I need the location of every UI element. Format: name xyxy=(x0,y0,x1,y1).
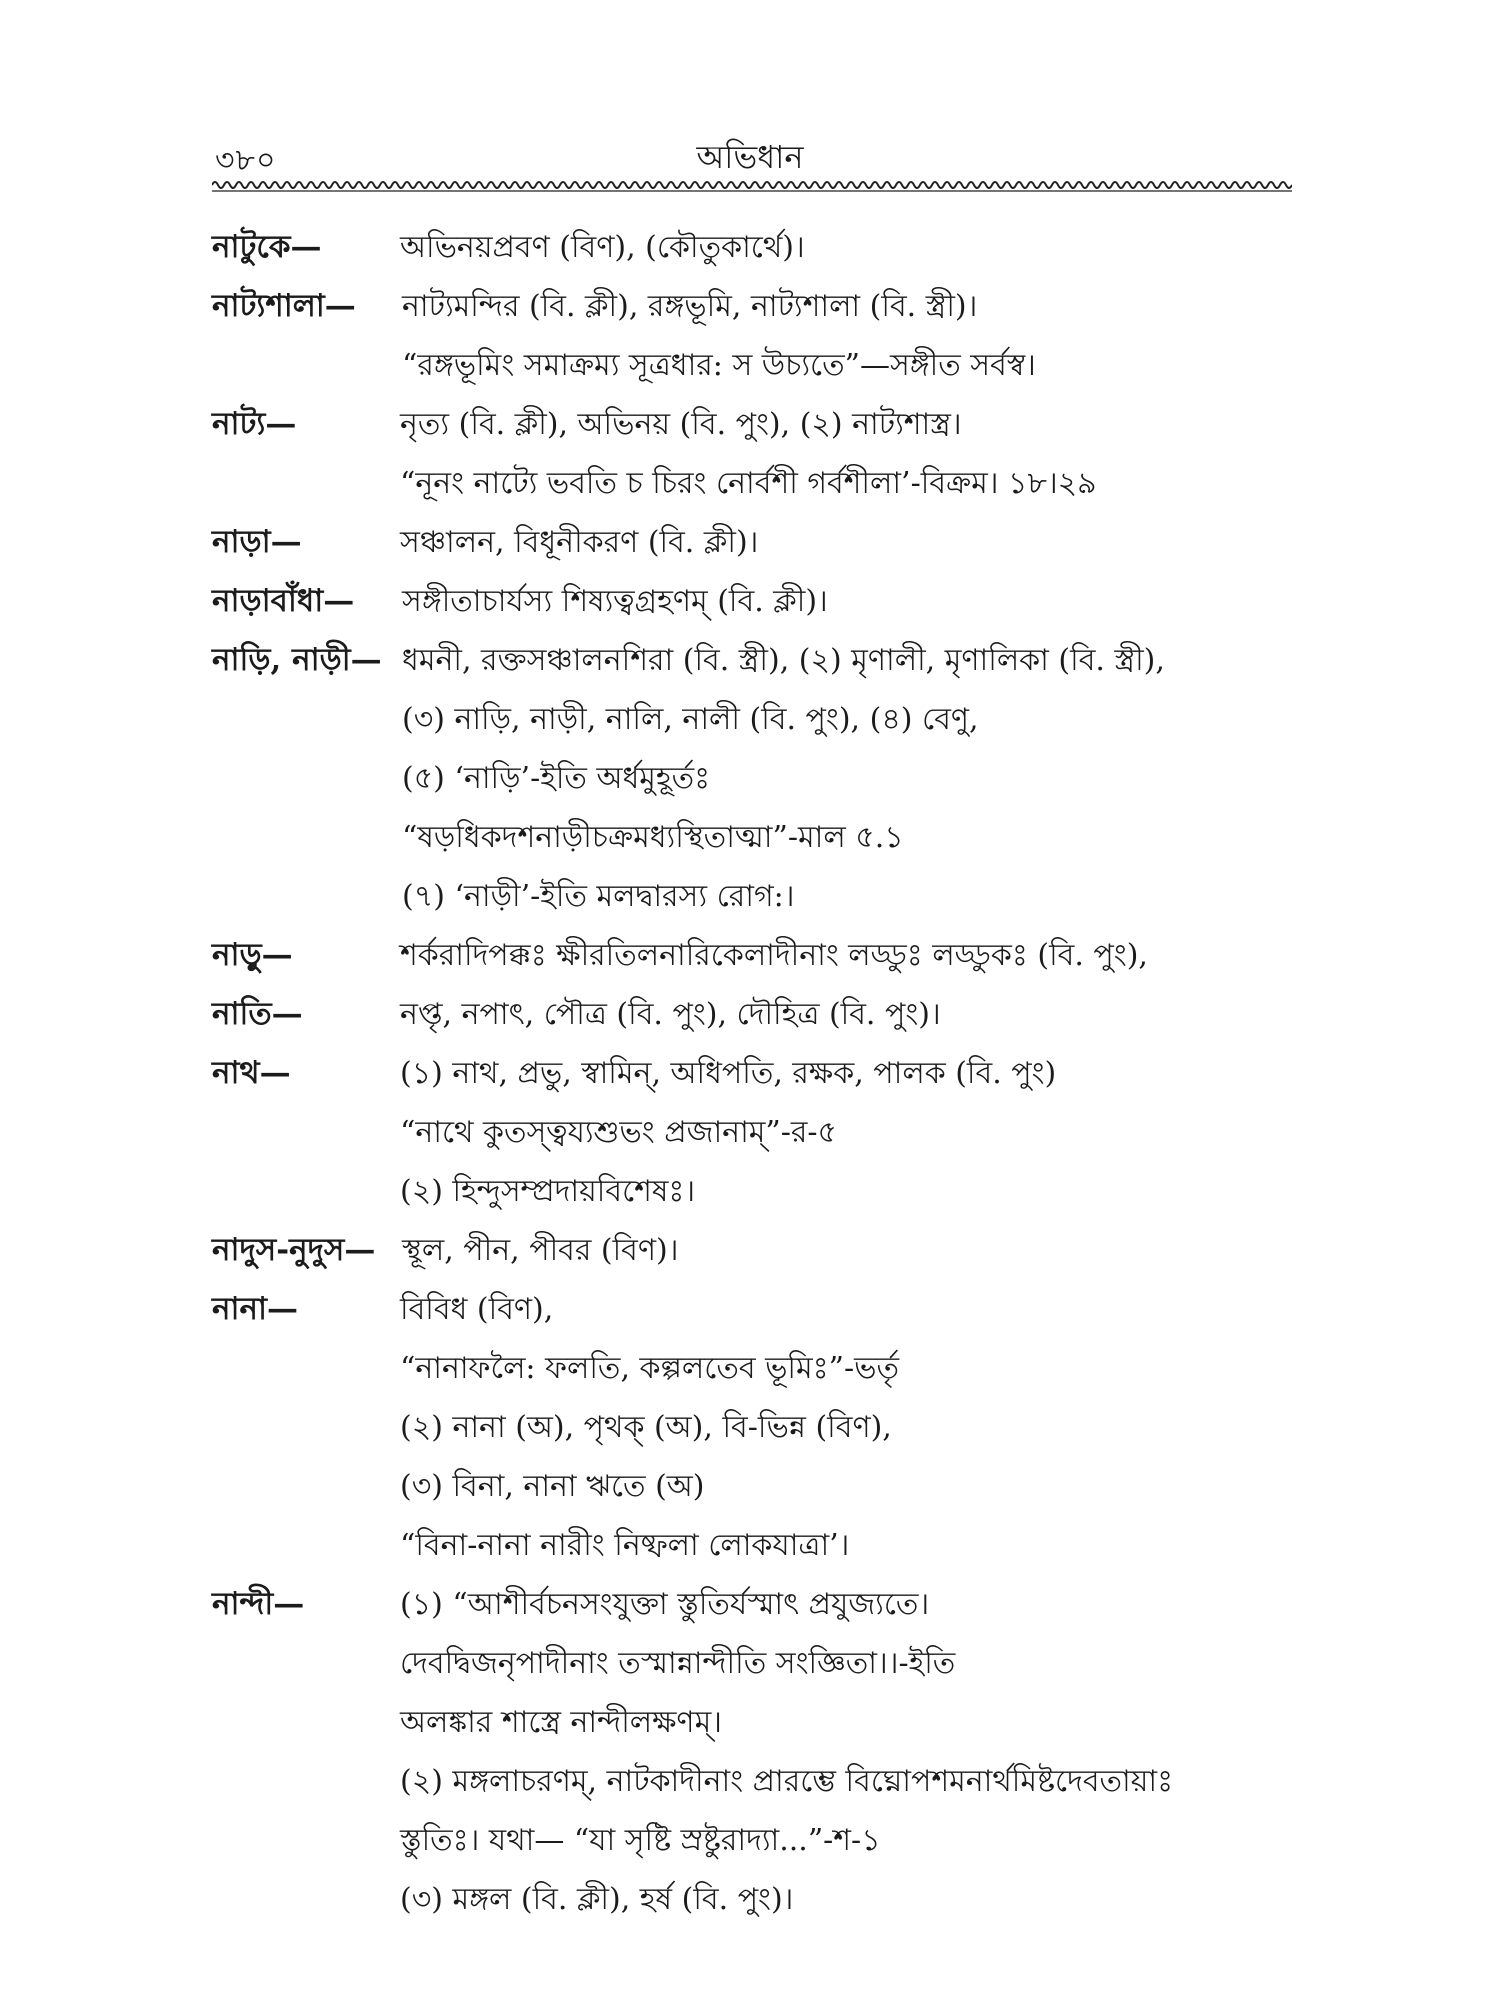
entry-definition xyxy=(392,1044,1302,1221)
definition-line: (৩) মঙ্গল (বি. ক্লী), হর্ষ (বি. পুং)। xyxy=(400,1882,794,1917)
entry-definition xyxy=(392,985,1302,1044)
definition-line: “নাথে কুতস্ত্বয্যশুভং প্রজানাম্”-র-৫ xyxy=(400,1115,838,1150)
dictionary-entry xyxy=(212,1044,1302,1221)
definition-line: অভিনয়প্রবণ (বিণ), (কৌতুকার্থে)। xyxy=(400,230,805,265)
definition-line: “বিনা-নানা নারীং নিষ্ফলা লোকযাত্রা’। xyxy=(400,1528,850,1563)
definition-line: (৭) ‘নাড়ী’-ইতি মলদ্বারস্য রোগ:। xyxy=(402,879,795,914)
entry-definition xyxy=(402,631,1302,926)
entry-headword: নানা— xyxy=(212,1291,298,1327)
dictionary-entry xyxy=(212,1575,1302,1929)
dictionary-entry xyxy=(212,395,1302,513)
entry-headword: নাটুকে— xyxy=(212,229,322,265)
dictionary-entry xyxy=(212,926,1302,985)
entry-headword: নাতি— xyxy=(212,996,303,1032)
definition-line: (২) নানা (অ), পৃথক্ (অ), বি-ভিন্ন (বিণ), xyxy=(400,1410,892,1445)
running-title: অভিধান xyxy=(696,138,804,176)
definition-line: নৃত্য (বি. ক্লী), অভিনয় (বি. পুং), (২) নাট্যশাস্ত্র। xyxy=(400,407,962,442)
wavy-rule-divider xyxy=(212,178,1292,194)
definition-line: শর্করাদিপক্কঃ ক্ষীরতিলনারিকেলাদীনাং লড্ডুঃ লড্ডুকঃ (বি. পুং), xyxy=(400,938,1148,973)
entry-definition xyxy=(392,1575,1302,1929)
entry-definition xyxy=(392,513,1302,572)
entry-headword: নাথ— xyxy=(212,1055,291,1091)
definition-line: (১) “আশীর্বচনসংযুক্তা স্তুতির্যস্মাৎ প্রযুজ্যতে। xyxy=(400,1587,930,1622)
dictionary-entry xyxy=(212,277,1302,395)
entry-headword: নাড়ি, নাড়ী— xyxy=(212,642,382,678)
page-number: ৩৮০ xyxy=(215,143,277,178)
entry-definition xyxy=(392,395,1302,513)
definition-line: “ষড়ধিকদশনাড়ীচক্রমধ্যস্থিতাত্মা”-মাল ৫.১ xyxy=(402,820,904,855)
definition-line: নাট্যমন্দির (বি. ক্লী), রঙ্গভূমি, নাট্যশালা (বি. স্ত্রী)। xyxy=(402,289,978,324)
definition-line: অলঙ্কার শাস্ত্রে নান্দীলক্ষণম্। xyxy=(400,1705,722,1740)
page-header xyxy=(215,128,1285,178)
entry-definition xyxy=(402,1221,1302,1280)
definition-line: সঞ্চালন, বিধূনীকরণ (বি. ক্লী)। xyxy=(400,525,759,560)
definition-line: সঙ্গীতাচার্যস্য শিষ্যত্বগ্রহণম্ (বি. ক্লী)। xyxy=(402,584,828,619)
definition-line: বিবিধ (বিণ), xyxy=(400,1292,554,1327)
definition-line: (৫) ‘নাড়ি’-ইতি অর্ধমুহূর্তঃ xyxy=(402,761,711,796)
entry-headword: নাট্যশালা— xyxy=(212,288,356,324)
definition-line: স্তুতিঃ। যথা— “যা সৃষ্টি স্রষ্টুরাদ্যা...”-শ-১ xyxy=(400,1823,881,1858)
entry-definition xyxy=(392,1280,1302,1575)
entry-headword: নাড়াবাঁধা— xyxy=(212,583,355,619)
dictionary-entry xyxy=(212,572,1302,631)
entry-definition xyxy=(392,926,1302,985)
definition-line: “রঙ্গভূমিং সমাক্রম্য সূত্রধার: স উচ্যতে”—সঙ্গীত সর্বস্ব। xyxy=(402,348,1036,383)
definition-line: স্থূল, পীন, পীবর (বিণ)। xyxy=(402,1233,679,1268)
dictionary-entry xyxy=(212,985,1302,1044)
definition-line: (১) নাথ, প্রভু, স্বামিন্, অধিপতি, রক্ষক, পালক (বি. পুং) xyxy=(400,1056,1057,1091)
definition-line: (৩) নাড়ি, নাড়ী, নালি, নালী (বি. পুং), (৪) বেণু, xyxy=(402,702,979,737)
entry-headword: নাদুস-নুদুস— xyxy=(212,1232,376,1268)
definition-line: “নানাফলৈ: ফলতি, কল্পলতেব ভূমিঃ”-ভর্তৃ xyxy=(400,1351,899,1386)
definition-line: দেবদ্বিজনৃপাদীনাং তস্মান্নান্দীতি সংজ্ঞিতা।।-ইতি xyxy=(400,1646,956,1681)
entry-headword: নাট্য— xyxy=(212,406,297,442)
dictionary-entry xyxy=(212,513,1302,572)
dictionary-entry xyxy=(212,631,1302,926)
dictionary-entry xyxy=(212,1280,1302,1575)
definition-line: ধমনী, রক্তসঞ্চালনশিরা (বি. স্ত্রী), (২) মৃণালী, মৃণালিকা (বি. স্ত্রী), xyxy=(402,643,1165,678)
entry-list xyxy=(212,218,1302,1929)
dictionary-entry xyxy=(212,1221,1302,1280)
definition-line: “নূনং নাট্যে ভবতি চ চিরং নোর্বশী গর্বশীলা’-বিক্রম। ১৮।২৯ xyxy=(400,466,1097,501)
definition-line: (২) মঙ্গলাচরণম্, নাটকাদীনাং প্রারম্ভে বিঘ্নোপশমনার্থমিষ্টদেবতায়াঃ xyxy=(400,1764,1174,1799)
definition-line: (২) হিন্দুসম্প্রদায়বিশেষঃ। xyxy=(400,1174,696,1209)
entry-definition xyxy=(402,572,1302,631)
definition-line: নপ্তৃ, নপাৎ, পৌত্র (বি. পুং), দৌহিত্র (বি. পুং)। xyxy=(400,997,941,1032)
definition-line: (৩) বিনা, নানা ঋতে (অ) xyxy=(400,1469,705,1504)
entry-headword: নান্দী— xyxy=(212,1586,305,1622)
entry-headword: নাড়া— xyxy=(212,524,302,560)
dictionary-entry xyxy=(212,218,1302,277)
entry-definition xyxy=(392,218,1302,277)
entry-definition xyxy=(402,277,1302,395)
entry-headword: নাড়ু— xyxy=(212,937,293,973)
